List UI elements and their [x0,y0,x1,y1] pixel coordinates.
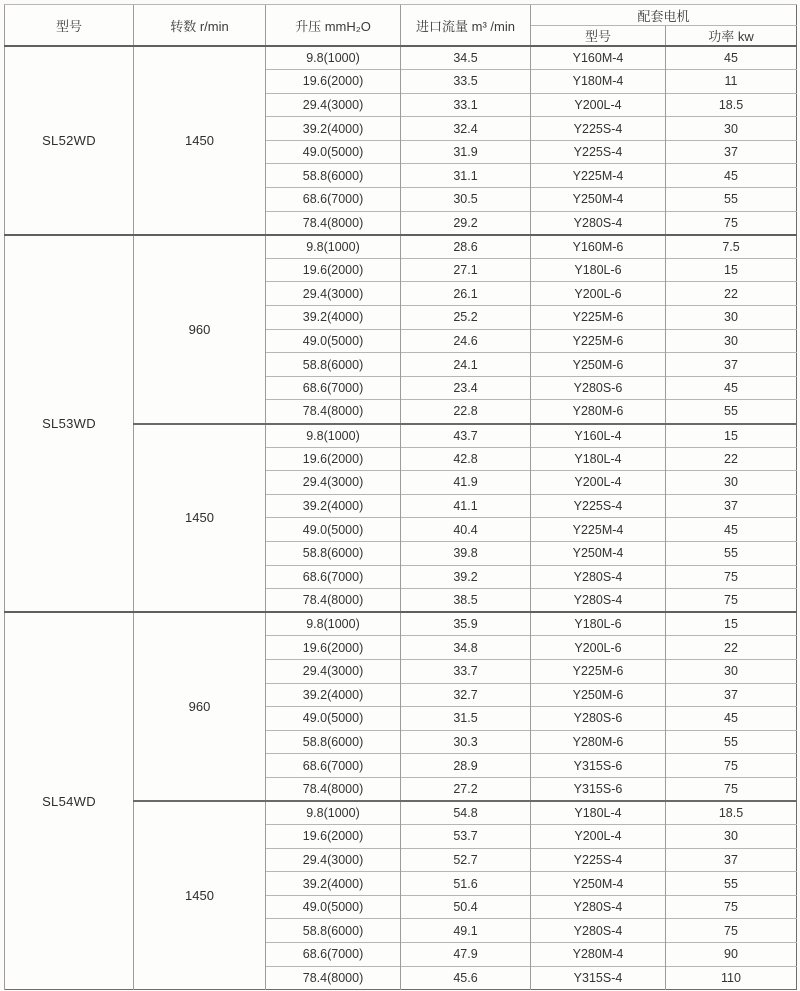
flow-cell: 53.7 [401,825,531,849]
power-cell: 22 [666,636,797,660]
pressure-cell: 78.4(8000) [266,966,401,990]
motor-cell: Y200L-4 [531,93,666,117]
pressure-cell: 39.2(4000) [266,117,401,141]
motor-cell: Y180M-4 [531,70,666,94]
pressure-cell: 19.6(2000) [266,636,401,660]
pressure-cell: 49.0(5000) [266,140,401,164]
motor-cell: Y180L-4 [531,801,666,825]
pressure-cell: 49.0(5000) [266,518,401,542]
power-cell: 22 [666,447,797,471]
power-cell: 37 [666,683,797,707]
power-cell: 45 [666,707,797,731]
power-cell: 45 [666,164,797,188]
spec-table-header [5,5,797,47]
motor-cell: Y280S-6 [531,707,666,731]
motor-cell: Y200L-4 [531,471,666,495]
motor-cell: Y315S-4 [531,966,666,990]
pressure-cell: 9.8(1000) [266,424,401,448]
motor-cell: Y315S-6 [531,777,666,801]
flow-cell: 33.5 [401,70,531,94]
power-cell: 30 [666,825,797,849]
flow-cell: 30.5 [401,188,531,212]
speed-cell: 1450 [134,801,266,990]
power-cell: 55 [666,400,797,424]
pressure-cell: 58.8(6000) [266,541,401,565]
power-cell: 75 [666,211,797,235]
power-cell: 75 [666,895,797,919]
power-cell: 15 [666,258,797,282]
flow-cell: 33.7 [401,659,531,683]
flow-cell: 41.1 [401,494,531,518]
power-cell: 55 [666,730,797,754]
motor-cell: Y225M-4 [531,518,666,542]
motor-cell: Y280S-4 [531,211,666,235]
pressure-cell: 39.2(4000) [266,494,401,518]
power-cell: 7.5 [666,235,797,259]
motor-cell: Y250M-4 [531,541,666,565]
motor-cell: Y280S-4 [531,565,666,589]
motor-cell: Y160L-4 [531,424,666,448]
power-cell: 37 [666,353,797,377]
flow-cell: 34.8 [401,636,531,660]
flow-cell: 32.7 [401,683,531,707]
motor-cell: Y250M-6 [531,353,666,377]
pressure-cell: 19.6(2000) [266,447,401,471]
flow-cell: 28.9 [401,754,531,778]
pressure-cell: 19.6(2000) [266,70,401,94]
flow-cell: 50.4 [401,895,531,919]
flow-cell: 52.7 [401,848,531,872]
power-cell: 75 [666,919,797,943]
pressure-cell: 9.8(1000) [266,46,401,70]
motor-cell: Y280M-6 [531,730,666,754]
power-cell: 75 [666,754,797,778]
flow-cell: 33.1 [401,93,531,117]
table-row [5,612,797,636]
pressure-cell: 78.4(8000) [266,777,401,801]
flow-cell: 31.1 [401,164,531,188]
pressure-cell: 78.4(8000) [266,211,401,235]
flow-cell: 41.9 [401,471,531,495]
pressure-cell: 68.6(7000) [266,376,401,400]
flow-cell: 39.8 [401,541,531,565]
power-cell: 110 [666,966,797,990]
header-motor-power: 功率 kw [666,26,797,47]
power-cell: 45 [666,376,797,400]
power-cell: 15 [666,612,797,636]
speed-cell: 960 [134,235,266,424]
spec-table [4,4,797,990]
motor-cell: Y225S-4 [531,140,666,164]
flow-cell: 54.8 [401,801,531,825]
motor-cell: Y280S-4 [531,919,666,943]
flow-cell: 35.9 [401,612,531,636]
power-cell: 37 [666,848,797,872]
flow-cell: 51.6 [401,872,531,896]
flow-cell: 24.1 [401,353,531,377]
pressure-cell: 49.0(5000) [266,329,401,353]
power-cell: 55 [666,872,797,896]
header-motor-group: 配套电机 [531,5,797,26]
model-cell: SL52WD [5,46,134,235]
motor-cell: Y225S-4 [531,494,666,518]
pressure-cell: 68.6(7000) [266,943,401,967]
pressure-cell: 58.8(6000) [266,730,401,754]
pressure-cell: 9.8(1000) [266,612,401,636]
motor-cell: Y250M-4 [531,188,666,212]
speed-cell: 1450 [134,46,266,235]
pressure-cell: 68.6(7000) [266,754,401,778]
pressure-cell: 39.2(4000) [266,306,401,330]
motor-cell: Y225S-4 [531,117,666,141]
power-cell: 30 [666,329,797,353]
power-cell: 15 [666,424,797,448]
pressure-cell: 19.6(2000) [266,825,401,849]
motor-cell: Y225M-6 [531,306,666,330]
pressure-cell: 78.4(8000) [266,400,401,424]
motor-cell: Y280M-4 [531,943,666,967]
flow-cell: 28.6 [401,235,531,259]
power-cell: 30 [666,471,797,495]
motor-cell: Y160M-4 [531,46,666,70]
power-cell: 45 [666,518,797,542]
pressure-cell: 9.8(1000) [266,235,401,259]
motor-cell: Y280S-6 [531,376,666,400]
power-cell: 30 [666,659,797,683]
pressure-cell: 29.4(3000) [266,471,401,495]
power-cell: 75 [666,565,797,589]
power-cell: 22 [666,282,797,306]
motor-cell: Y200L-6 [531,636,666,660]
power-cell: 37 [666,140,797,164]
spec-table-body [5,46,797,990]
pressure-cell: 19.6(2000) [266,258,401,282]
flow-cell: 27.1 [401,258,531,282]
motor-cell: Y280S-4 [531,589,666,613]
flow-cell: 25.2 [401,306,531,330]
speed-cell: 960 [134,612,266,801]
power-cell: 18.5 [666,93,797,117]
motor-cell: Y200L-6 [531,282,666,306]
power-cell: 75 [666,777,797,801]
power-cell: 90 [666,943,797,967]
pressure-cell: 49.0(5000) [266,895,401,919]
motor-cell: Y250M-6 [531,683,666,707]
motor-cell: Y180L-4 [531,447,666,471]
flow-cell: 49.1 [401,919,531,943]
power-cell: 75 [666,589,797,613]
motor-cell: Y200L-4 [531,825,666,849]
flow-cell: 22.8 [401,400,531,424]
flow-cell: 31.5 [401,707,531,731]
model-cell: SL54WD [5,612,134,990]
flow-cell: 43.7 [401,424,531,448]
flow-cell: 30.3 [401,730,531,754]
motor-cell: Y180L-6 [531,258,666,282]
motor-cell: Y280S-4 [531,895,666,919]
flow-cell: 39.2 [401,565,531,589]
power-cell: 37 [666,494,797,518]
motor-cell: Y225M-6 [531,329,666,353]
power-cell: 18.5 [666,801,797,825]
flow-cell: 26.1 [401,282,531,306]
power-cell: 30 [666,306,797,330]
pressure-cell: 68.6(7000) [266,565,401,589]
table-row [5,235,797,259]
flow-cell: 29.2 [401,211,531,235]
pressure-cell: 58.8(6000) [266,919,401,943]
power-cell: 55 [666,188,797,212]
motor-cell: Y280M-6 [531,400,666,424]
header-pressure: 升压 mmH₂O [266,5,401,47]
pressure-cell: 58.8(6000) [266,353,401,377]
pressure-cell: 9.8(1000) [266,801,401,825]
pressure-cell: 78.4(8000) [266,589,401,613]
motor-cell: Y225M-6 [531,659,666,683]
power-cell: 45 [666,46,797,70]
pressure-cell: 29.4(3000) [266,659,401,683]
pressure-cell: 58.8(6000) [266,164,401,188]
flow-cell: 27.2 [401,777,531,801]
power-cell: 55 [666,541,797,565]
motor-cell: Y225S-4 [531,848,666,872]
motor-cell: Y180L-6 [531,612,666,636]
flow-cell: 32.4 [401,117,531,141]
pressure-cell: 29.4(3000) [266,93,401,117]
header-flow: 进口流量 m³ /min [401,5,531,47]
flow-cell: 47.9 [401,943,531,967]
table-row [5,46,797,70]
flow-cell: 42.8 [401,447,531,471]
header-motor-model: 型号 [531,26,666,47]
flow-cell: 31.9 [401,140,531,164]
flow-cell: 34.5 [401,46,531,70]
motor-cell: Y225M-4 [531,164,666,188]
pressure-cell: 49.0(5000) [266,707,401,731]
flow-cell: 45.6 [401,966,531,990]
model-cell: SL53WD [5,235,134,613]
pressure-cell: 29.4(3000) [266,848,401,872]
flow-cell: 38.5 [401,589,531,613]
pressure-cell: 68.6(7000) [266,188,401,212]
pressure-cell: 39.2(4000) [266,683,401,707]
flow-cell: 23.4 [401,376,531,400]
motor-cell: Y160M-6 [531,235,666,259]
power-cell: 11 [666,70,797,94]
flow-cell: 40.4 [401,518,531,542]
header-speed: 转数 r/min [134,5,266,47]
motor-cell: Y250M-4 [531,872,666,896]
pressure-cell: 29.4(3000) [266,282,401,306]
motor-cell: Y315S-6 [531,754,666,778]
power-cell: 30 [666,117,797,141]
header-model: 型号 [5,5,134,47]
flow-cell: 24.6 [401,329,531,353]
speed-cell: 1450 [134,424,266,613]
pressure-cell: 39.2(4000) [266,872,401,896]
